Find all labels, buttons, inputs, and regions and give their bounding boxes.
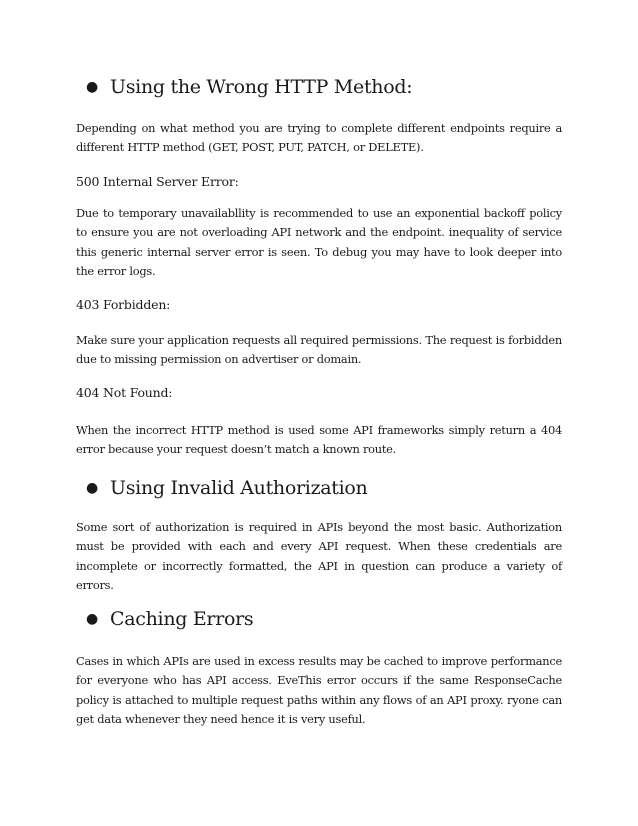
paragraph-404-not-found: When the incorrect HTTP method is used some API frameworks simply return a 404 error because your request doesn’t match a known route. — [76, 423, 562, 457]
heading-500-error: 500 Internal Server Error: — [76, 174, 239, 189]
heading-403-forbidden: 403 Forbidden: — [76, 297, 171, 312]
heading-text: Using the Wrong HTTP Method: — [110, 76, 413, 98]
paragraph-wrong-http-method: Depending on what method you are trying to complete different endpoints require a different HTTP method (GET, POST, PUT, PATCH, or DELETE). — [76, 121, 562, 155]
bullet-icon: ● — [86, 79, 98, 95]
paragraph-403-forbidden: Make sure your application requests all required permissions. The request is forbidden due to missing permission on advertiser or domain. — [76, 333, 562, 367]
heading-text: Using Invalid Authorization — [110, 477, 368, 499]
heading-404-not-found: 404 Not Found: — [76, 385, 173, 400]
paragraph-invalid-authorization: Some sort of authorization is required in APIs beyond the most basic. Authorization must be provided with each and every API request. When these credentials are incomplete or incorrectly formatted, the API in question can produce a variety of errors. — [76, 520, 562, 593]
heading-text: Caching Errors — [110, 608, 254, 630]
bullet-icon: ● — [86, 480, 98, 496]
paragraph-500-error: Due to temporary unavailabllity is recommended to use an exponential backoff policy to ensure you are not overloading API network and the endpoint. inequality of service this generic internal server error is seen. To debug you may have to look deeper into the error logs. — [76, 206, 562, 279]
heading-wrong-http-method — [86, 75, 412, 99]
heading-caching-errors — [86, 607, 253, 631]
paragraph-caching-errors: Cases in which APIs are used in excess results may be cached to improve performance for everyone who has API access. EveThis error occurs if the same ResponseCache policy is attached to multiple request paths within any flows of an API proxy. ryone can get data whenever they need hence it is very useful. — [76, 654, 562, 727]
bullet-icon: ● — [86, 611, 98, 627]
heading-invalid-authorization — [86, 476, 368, 500]
